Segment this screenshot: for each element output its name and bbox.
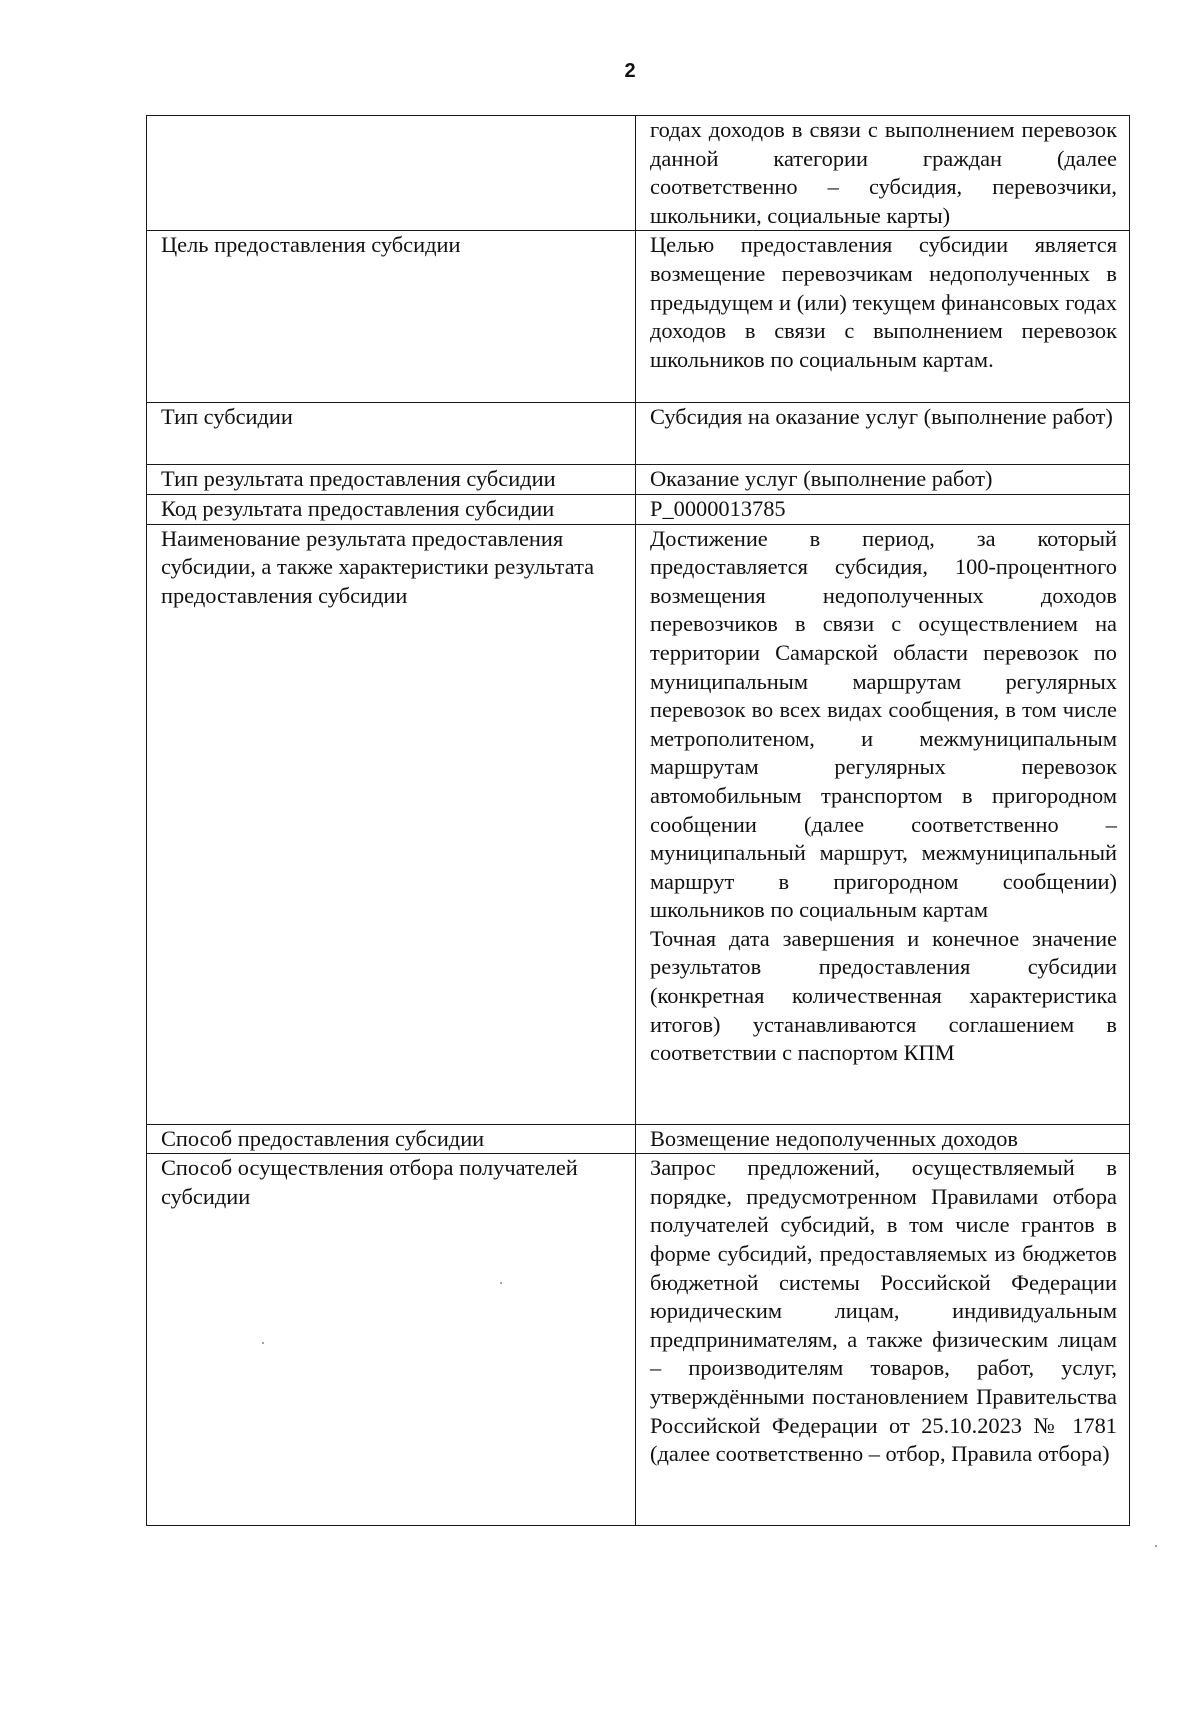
- row-value-paragraph: Целью предоставления субсидии является возмещение перевозчикам недополученных в предыдущем и (или) текущем финансовых годах доходов в связи с выполнением перевозок школьников по социальным картам.: [650, 232, 1117, 372]
- page-number: 2: [624, 60, 636, 82]
- row-value-paragraph: Запрос предложений, осуществляемый в порядке, предусмотренном Правилами отбора получателей субсидий, в том числе грантов в форме субсидий, предоставляемых из бюджетов бюджетной системы Российской Федерации юридическим лицам, индивидуальным предпринимателям, а также физическим лицам – производителям товаров, работ, услуг, утверждёнными постановлением Правительства Российской Федерации от 25.10.2023 № 1781 (далее соответственно – отбор, Правила отбора): [650, 1155, 1117, 1467]
- row-label: Тип результата предоставления субсидии: [147, 465, 636, 495]
- table-row: [147, 116, 1130, 231]
- row-value-paragraph: годах доходов в связи с выполнением перевозок данной категории граждан (далее соответственно – субсидия, перевозчики, школьники, социальные карты): [650, 117, 1117, 228]
- row-value: [636, 403, 1130, 465]
- row-label: Способ осуществления отбора получателей субсидии: [147, 1154, 636, 1526]
- table-row: [147, 1124, 1130, 1154]
- row-label: Наименование результата предоставления субсидии, а также характеристики результата предоставления субсидии: [147, 524, 636, 1124]
- subsidy-parameters-table: [146, 115, 1130, 1526]
- row-value: [636, 1154, 1130, 1526]
- row-value-paragraph: Субсидия на оказание услуг (выполнение работ): [650, 404, 1113, 430]
- scan-speck: [1155, 1545, 1157, 1547]
- row-label: Цель предоставления субсидии: [147, 231, 636, 403]
- scan-speck: [500, 1282, 502, 1284]
- row-value-paragraph: Оказание услуг (выполнение работ): [650, 466, 993, 492]
- row-value: [636, 116, 1130, 231]
- row-value: [636, 465, 1130, 495]
- row-label: Способ предоставления субсидии: [147, 1124, 636, 1154]
- row-value: [636, 1124, 1130, 1154]
- table-row: [147, 465, 1130, 495]
- row-label: Тип субсидии: [147, 403, 636, 465]
- row-value: [636, 494, 1130, 524]
- row-value: [636, 524, 1130, 1124]
- row-value-paragraph: Достижение в период, за который предоставляется субсидия, 100-процентного возмещения недополученных доходов перевозчиков в связи с осуществлением на территории Самарской области перевозок по муниципальным маршрутам регулярных перевозок во всех видах сообщения, в том числе метрополитеном, и межмуниципальным маршрутам регулярных перевозок автомобильным транспортом в пригородном сообщении (далее соответственно – муниципальный маршрут, межмуниципальный маршрут в пригородном сообщении) школьников по социальным картам: [650, 525, 1117, 923]
- table-row: [147, 524, 1130, 1124]
- row-value-paragraph: Точная дата завершения и конечное значение результатов предоставления субсидии (конкретная количественная характеристика итогов) устанавливаются соглашением в соответствии с паспортом КПМ: [650, 925, 1117, 1066]
- row-value: [636, 231, 1130, 403]
- scan-speck: [262, 1342, 264, 1344]
- row-label: [147, 116, 636, 231]
- table-row: [147, 231, 1130, 403]
- row-label: Код результата предоставления субсидии: [147, 494, 636, 524]
- row-value-paragraph: P_0000013785: [650, 495, 786, 521]
- table-row: [147, 403, 1130, 465]
- row-value-paragraph: Возмещение недополученных доходов: [650, 1125, 1018, 1151]
- table-row: [147, 1154, 1130, 1526]
- table-row: [147, 494, 1130, 524]
